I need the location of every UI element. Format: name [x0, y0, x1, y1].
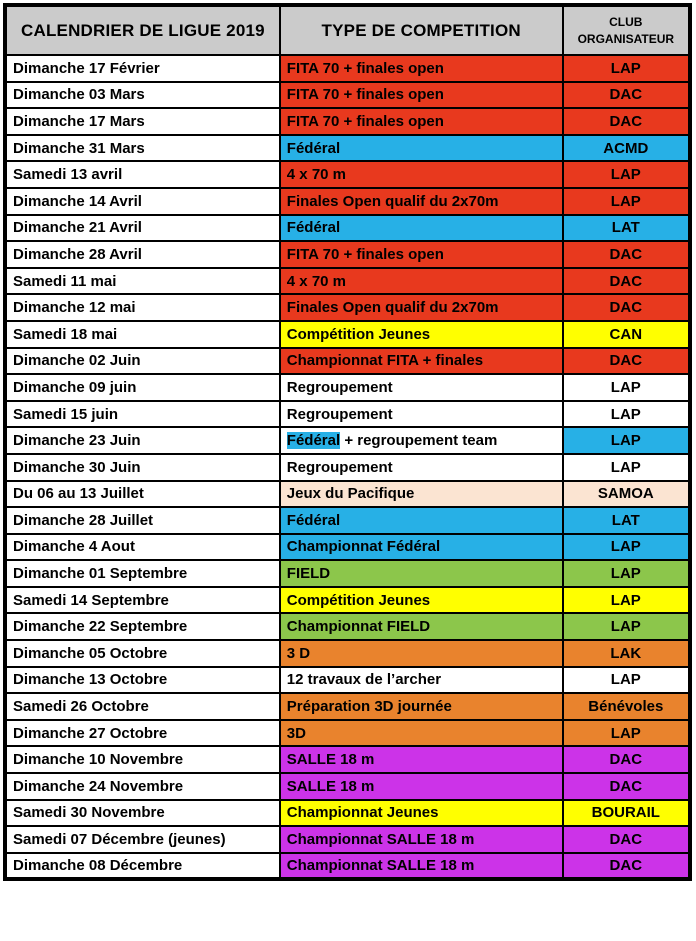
competition-type-cell: Finales Open qualif du 2x70m	[280, 188, 563, 215]
table-row	[5, 640, 690, 667]
date-cell: Dimanche 27 Octobre	[5, 720, 280, 747]
date-cell: Samedi 14 Septembre	[5, 587, 280, 614]
table-row	[5, 587, 690, 614]
competition-type-cell: 12 travaux de l’archer	[280, 667, 563, 694]
date-cell: Dimanche 22 Septembre	[5, 613, 280, 640]
table-row	[5, 55, 690, 82]
competition-type-cell: FITA 70 + finales open	[280, 55, 563, 82]
table-row	[5, 560, 690, 587]
date-cell: Dimanche 17 Février	[5, 55, 280, 82]
date-cell: Dimanche 13 Octobre	[5, 667, 280, 694]
club-cell: DAC	[563, 294, 690, 321]
club-cell: CAN	[563, 321, 690, 348]
date-cell: Dimanche 31 Mars	[5, 135, 280, 162]
table-row	[5, 108, 690, 135]
table-row	[5, 746, 690, 773]
competition-type-cell: FIELD	[280, 560, 563, 587]
table-row	[5, 507, 690, 534]
table-row	[5, 215, 690, 242]
competition-type-cell: SALLE 18 m	[280, 746, 563, 773]
date-cell: Dimanche 03 Mars	[5, 82, 280, 109]
club-cell: LAP	[563, 560, 690, 587]
competition-type-cell: SALLE 18 m	[280, 773, 563, 800]
date-cell: Du 06 au 13 Juillet	[5, 481, 280, 508]
competition-type-cell: FITA 70 + finales open	[280, 108, 563, 135]
club-cell: LAT	[563, 215, 690, 242]
table-row	[5, 454, 690, 481]
table-row	[5, 693, 690, 720]
club-cell: DAC	[563, 268, 690, 295]
club-cell: BOURAIL	[563, 800, 690, 827]
club-cell: ACMD	[563, 135, 690, 162]
competition-type-cell: Regroupement	[280, 374, 563, 401]
competition-type-cell: Championnat SALLE 18 m	[280, 853, 563, 880]
competition-type-cell: Fédéral	[280, 215, 563, 242]
date-cell: Dimanche 30 Juin	[5, 454, 280, 481]
highlighted-text: Fédéral	[286, 432, 341, 450]
date-cell: Dimanche 08 Décembre	[5, 853, 280, 880]
date-cell: Dimanche 02 Juin	[5, 348, 280, 375]
date-cell: Samedi 13 avril	[5, 161, 280, 188]
date-cell: Dimanche 23 Juin	[5, 427, 280, 454]
competition-type-cell: Championnat Jeunes	[280, 800, 563, 827]
table-header	[5, 5, 690, 55]
date-cell: Samedi 30 Novembre	[5, 800, 280, 827]
date-cell: Samedi 26 Octobre	[5, 693, 280, 720]
table-row	[5, 82, 690, 109]
header-row	[5, 5, 690, 55]
club-cell: LAP	[563, 667, 690, 694]
competition-type-cell: Finales Open qualif du 2x70m	[280, 294, 563, 321]
club-cell: DAC	[563, 746, 690, 773]
competition-type-cell: Compétition Jeunes	[280, 587, 563, 614]
table-row	[5, 321, 690, 348]
club-cell: SAMOA	[563, 481, 690, 508]
competition-type-cell: Championnat SALLE 18 m	[280, 826, 563, 853]
table-row	[5, 374, 690, 401]
header-club-line2: ORGANISATEUR	[577, 31, 675, 46]
club-cell: DAC	[563, 826, 690, 853]
competition-type-cell: 4 x 70 m	[280, 268, 563, 295]
club-cell: LAP	[563, 427, 690, 454]
club-cell: LAP	[563, 401, 690, 428]
date-cell: Samedi 15 juin	[5, 401, 280, 428]
club-cell: LAP	[563, 720, 690, 747]
club-cell: DAC	[563, 853, 690, 880]
date-cell: Dimanche 09 juin	[5, 374, 280, 401]
plain-text: + regroupement team	[340, 432, 498, 450]
table-row	[5, 188, 690, 215]
competition-type-cell: 3D	[280, 720, 563, 747]
date-cell: Dimanche 4 Aout	[5, 534, 280, 561]
club-cell: Bénévoles	[563, 693, 690, 720]
date-cell: Samedi 18 mai	[5, 321, 280, 348]
date-cell: Samedi 07 Décembre (jeunes)	[5, 826, 280, 853]
date-cell: Dimanche 05 Octobre	[5, 640, 280, 667]
club-cell: DAC	[563, 348, 690, 375]
club-cell: DAC	[563, 241, 690, 268]
date-cell: Dimanche 21 Avril	[5, 215, 280, 242]
league-calendar-table	[3, 3, 692, 881]
table-row	[5, 720, 690, 747]
date-cell: Dimanche 17 Mars	[5, 108, 280, 135]
date-cell: Dimanche 28 Juillet	[5, 507, 280, 534]
competition-type-cell	[280, 427, 563, 454]
club-cell: LAP	[563, 374, 690, 401]
competition-type-cell: Préparation 3D journée	[280, 693, 563, 720]
competition-type-cell: Fédéral	[280, 507, 563, 534]
club-cell: LAP	[563, 587, 690, 614]
competition-type-cell: 3 D	[280, 640, 563, 667]
competition-type-cell: 4 x 70 m	[280, 161, 563, 188]
competition-type-cell: Championnat FITA + finales	[280, 348, 563, 375]
date-cell: Dimanche 28 Avril	[5, 241, 280, 268]
club-cell: LAP	[563, 161, 690, 188]
header-competition-type: TYPE DE COMPETITION	[280, 5, 563, 55]
header-club-line1: CLUB	[609, 15, 643, 30]
competition-type-cell: Championnat FIELD	[280, 613, 563, 640]
table-row	[5, 268, 690, 295]
competition-type-cell: FITA 70 + finales open	[280, 241, 563, 268]
date-cell: Samedi 11 mai	[5, 268, 280, 295]
competition-type-cell: Compétition Jeunes	[280, 321, 563, 348]
club-cell: LAP	[563, 613, 690, 640]
table-row	[5, 613, 690, 640]
date-cell: Dimanche 14 Avril	[5, 188, 280, 215]
table-row	[5, 161, 690, 188]
date-cell: Dimanche 24 Novembre	[5, 773, 280, 800]
competition-type-cell: Regroupement	[280, 401, 563, 428]
table-row	[5, 667, 690, 694]
club-cell: DAC	[563, 82, 690, 109]
date-cell: Dimanche 12 mai	[5, 294, 280, 321]
table-row	[5, 826, 690, 853]
competition-type-cell: FITA 70 + finales open	[280, 82, 563, 109]
table-row	[5, 294, 690, 321]
table-row	[5, 427, 690, 454]
competition-type-cell: Championnat Fédéral	[280, 534, 563, 561]
competition-type-cell: Jeux du Pacifique	[280, 481, 563, 508]
table-row	[5, 534, 690, 561]
table-row	[5, 853, 690, 880]
table-row	[5, 135, 690, 162]
club-cell: LAT	[563, 507, 690, 534]
table-row	[5, 241, 690, 268]
club-cell: LAP	[563, 454, 690, 481]
club-cell: LAP	[563, 55, 690, 82]
header-organizing-club	[563, 5, 690, 55]
date-cell: Dimanche 01 Septembre	[5, 560, 280, 587]
club-cell: DAC	[563, 773, 690, 800]
header-calendar: CALENDRIER DE LIGUE 2019	[5, 5, 280, 55]
club-cell: DAC	[563, 108, 690, 135]
table-row	[5, 481, 690, 508]
table-row	[5, 773, 690, 800]
table-row	[5, 401, 690, 428]
calendar-table-body	[5, 55, 690, 879]
club-cell: LAK	[563, 640, 690, 667]
table-row	[5, 800, 690, 827]
club-cell: LAP	[563, 534, 690, 561]
competition-type-cell: Fédéral	[280, 135, 563, 162]
date-cell: Dimanche 10 Novembre	[5, 746, 280, 773]
table-row	[5, 348, 690, 375]
club-cell: LAP	[563, 188, 690, 215]
competition-type-cell: Regroupement	[280, 454, 563, 481]
